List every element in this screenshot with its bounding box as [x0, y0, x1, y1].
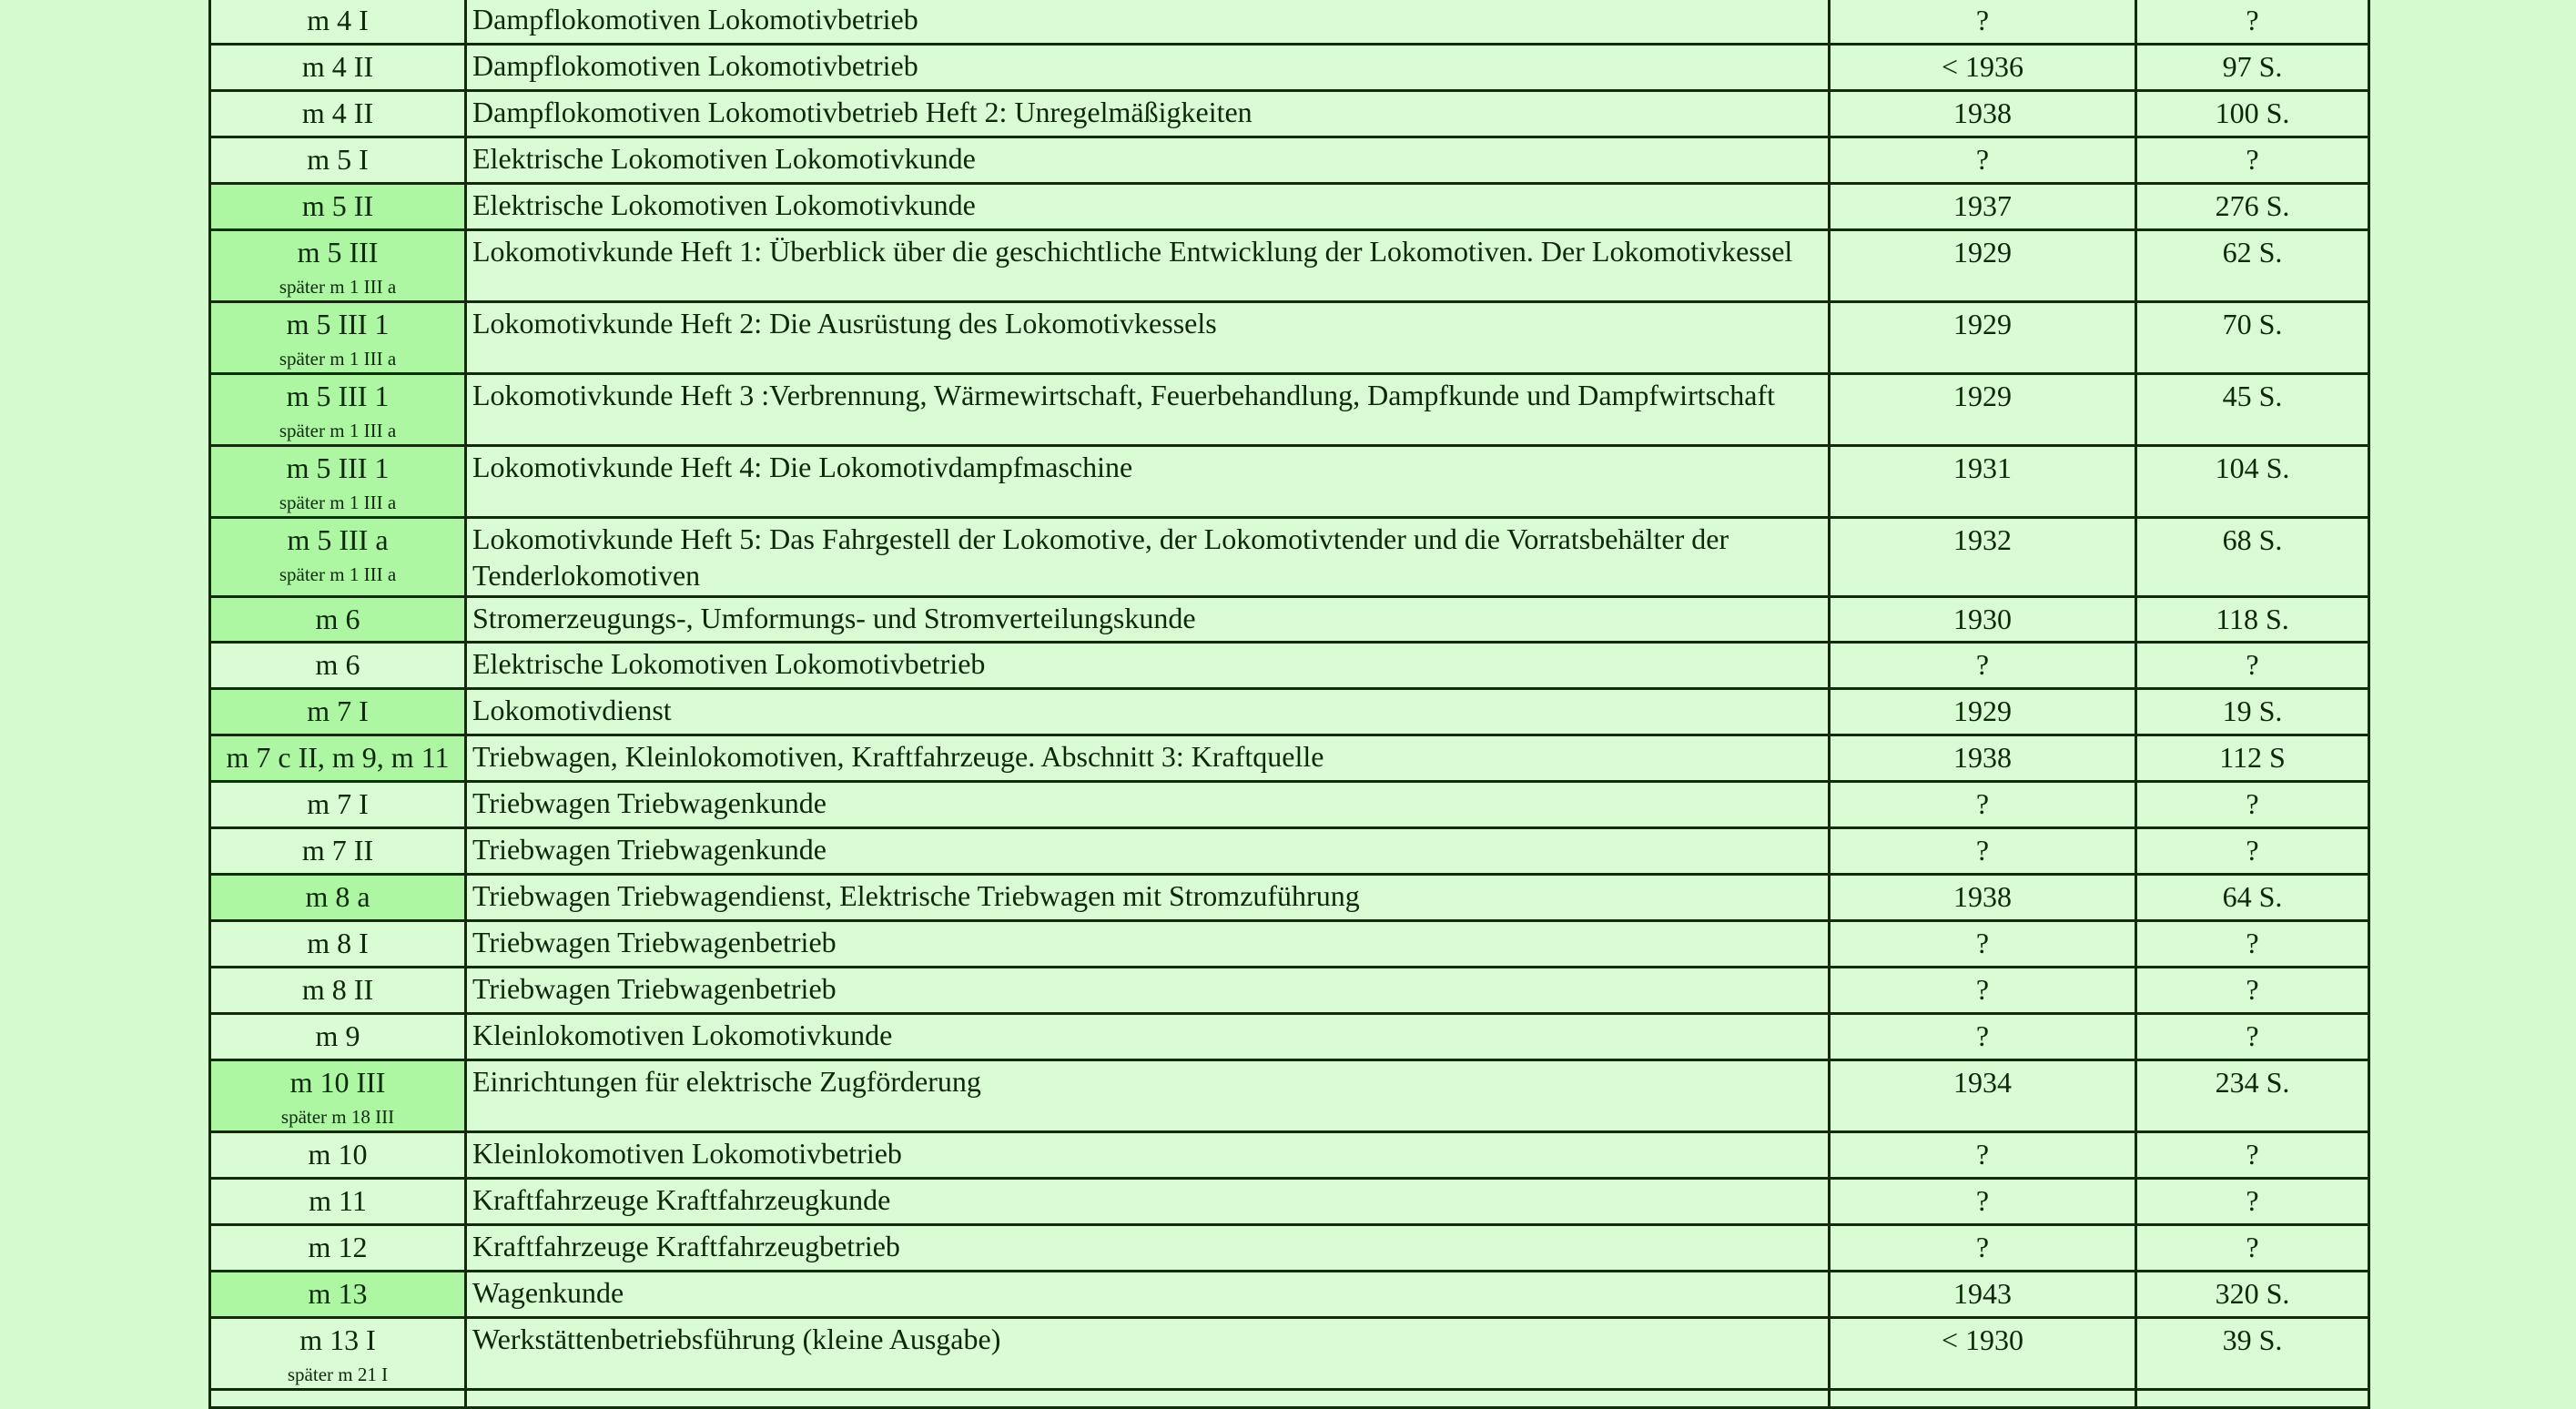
code-cell — [210, 597, 466, 643]
title-text: Kleinlokomotiven Lokomotivkunde — [472, 1019, 893, 1051]
title-text: Lokomotivkunde Heft 5: Das Fahrgestell der Lokomotive, der Lokomotivtender und die Vorratsbehälter der — [472, 522, 1729, 555]
title-cell — [466, 735, 1830, 782]
title-text: Lokomotivdienst — [472, 694, 672, 726]
table-row — [210, 1318, 2369, 1390]
title-cell — [466, 597, 1830, 643]
title-text: Lokomotivkunde Heft 3 :Verbrennung, Wärmewirtschaft, Feuerbehandlung, Dampfkunde und Dampfwirtschaft — [472, 379, 1776, 411]
code-label: m 12 — [308, 1231, 368, 1263]
year-cell — [1830, 1390, 2136, 1408]
year-cell: ? — [1830, 1132, 2136, 1179]
pages-cell: 39 S. — [2136, 1318, 2369, 1390]
table-row — [210, 597, 2369, 643]
title-text: Einrichtungen für elektrische Zugförderung — [472, 1065, 981, 1098]
table-row — [210, 446, 2369, 518]
title-cell — [466, 91, 1830, 137]
code-cell — [210, 446, 466, 518]
table-row — [210, 374, 2369, 446]
year-cell: < 1936 — [1830, 45, 2136, 91]
code-cell — [210, 1272, 466, 1318]
table-row — [210, 1179, 2369, 1225]
pages-cell: ? — [2136, 1014, 2369, 1060]
year-cell: ? — [1830, 137, 2136, 184]
code-cell — [210, 689, 466, 735]
code-label: m 5 III 1 — [286, 308, 390, 340]
title-text: Kleinlokomotiven Lokomotivbetrieb — [472, 1137, 902, 1170]
code-cell — [210, 828, 466, 875]
year-cell: 1929 — [1830, 302, 2136, 374]
title-cell — [466, 302, 1830, 374]
code-label: m 8 II — [301, 973, 374, 1006]
code-cell — [210, 1014, 466, 1060]
year-cell: 1943 — [1830, 1272, 2136, 1318]
code-label: m 8 a — [305, 880, 370, 913]
code-cell — [210, 1225, 466, 1272]
pages-cell: 68 S. — [2136, 518, 2369, 597]
title-text: Dampflokomotiven Lokomotivbetrieb — [472, 49, 918, 82]
title-cell — [466, 1272, 1830, 1318]
code-cell — [210, 518, 466, 597]
code-sub-label: später m 1 III a — [279, 492, 397, 513]
table-row — [210, 643, 2369, 689]
year-cell: ? — [1830, 782, 2136, 828]
title-text: Lokomotivkunde Heft 2: Die Ausrüstung des Lokomotivkessels — [472, 307, 1217, 340]
pages-cell: 234 S. — [2136, 1060, 2369, 1132]
title-text: Triebwagen Triebwagenkunde — [472, 786, 827, 819]
title-text-line2: Tenderlokomotiven — [472, 559, 701, 592]
year-cell: 1934 — [1830, 1060, 2136, 1132]
booklet-catalog-table — [208, 0, 2370, 1409]
pages-cell: 118 S. — [2136, 597, 2369, 643]
table-row — [210, 921, 2369, 968]
pages-cell: ? — [2136, 1179, 2369, 1225]
title-text: Wagenkunde — [472, 1276, 624, 1309]
code-label: m 5 III 1 — [286, 380, 390, 412]
code-label: m 9 — [315, 1019, 360, 1052]
title-cell — [466, 875, 1830, 921]
year-cell: ? — [1830, 0, 2136, 45]
code-label: m 7 I — [307, 694, 369, 727]
title-cell — [466, 643, 1830, 689]
code-sub-label: später m 18 III — [280, 1106, 395, 1128]
year-cell: 1929 — [1830, 689, 2136, 735]
code-label: m 5 III a — [287, 523, 389, 556]
pages-cell: 104 S. — [2136, 446, 2369, 518]
title-cell — [466, 782, 1830, 828]
pages-cell: ? — [2136, 968, 2369, 1014]
title-text: Triebwagen Triebwagenbetrieb — [472, 972, 837, 1005]
code-label: m 6 — [315, 603, 360, 635]
code-label: m 5 III 1 — [286, 451, 390, 484]
year-cell: 1932 — [1830, 518, 2136, 597]
code-label: m 4 II — [301, 50, 374, 83]
pages-cell: 62 S. — [2136, 230, 2369, 302]
year-cell: ? — [1830, 828, 2136, 875]
table-row — [210, 689, 2369, 735]
code-cell — [210, 1060, 466, 1132]
code-cell — [210, 45, 466, 91]
code-cell — [210, 643, 466, 689]
code-cell — [210, 230, 466, 302]
table-row — [210, 518, 2369, 597]
code-label: m 7 II — [301, 834, 374, 867]
table-row — [210, 302, 2369, 374]
table-row — [210, 1014, 2369, 1060]
pages-cell: ? — [2136, 782, 2369, 828]
pages-cell — [2136, 1390, 2369, 1408]
code-sub-label: später m 1 III a — [279, 348, 397, 370]
table-row — [210, 91, 2369, 137]
table-row — [210, 1225, 2369, 1272]
title-cell — [466, 921, 1830, 968]
table-row — [210, 137, 2369, 184]
title-text: Dampflokomotiven Lokomotivbetrieb Heft 2: Unregelmäßigkeiten — [472, 96, 1253, 128]
pages-cell: ? — [2136, 1132, 2369, 1179]
code-sub-label: später m 1 III a — [279, 563, 397, 585]
pages-cell: 64 S. — [2136, 875, 2369, 921]
title-cell — [466, 1060, 1830, 1132]
pages-cell: ? — [2136, 921, 2369, 968]
year-cell: 1938 — [1830, 735, 2136, 782]
code-sub-label: später m 1 III a — [279, 420, 397, 441]
title-cell — [466, 137, 1830, 184]
year-cell: < 1930 — [1830, 1318, 2136, 1390]
table-row — [210, 0, 2369, 45]
title-cell — [466, 968, 1830, 1014]
code-label: m 7 I — [307, 787, 369, 820]
year-cell: 1930 — [1830, 597, 2136, 643]
title-text: Elektrische Lokomotiven Lokomotivkunde — [472, 142, 976, 175]
code-sub-label: später m 21 I — [287, 1363, 389, 1385]
title-text: Kraftfahrzeuge Kraftfahrzeugbetrieb — [472, 1230, 900, 1262]
table-row — [210, 1060, 2369, 1132]
code-label: m 4 I — [307, 4, 369, 36]
title-cell — [466, 1318, 1830, 1390]
title-text: Triebwagen, Kleinlokomotiven, Kraftfahrzeuge. Abschnitt 3: Kraftquelle — [472, 740, 1324, 773]
pages-cell: ? — [2136, 0, 2369, 45]
code-label: m 4 II — [301, 96, 374, 129]
title-text: Triebwagen Triebwagenkunde — [472, 833, 827, 866]
code-label: m 5 I — [307, 143, 369, 176]
code-cell — [210, 0, 466, 45]
title-cell — [466, 1179, 1830, 1225]
pages-cell: 19 S. — [2136, 689, 2369, 735]
code-label: m 11 — [309, 1184, 367, 1217]
title-cell — [466, 1132, 1830, 1179]
code-label: m 6 — [315, 648, 360, 681]
table-row — [210, 1272, 2369, 1318]
title-text: Lokomotivkunde Heft 4: Die Lokomotivdampfmaschine — [472, 451, 1133, 483]
code-label: m 8 I — [307, 927, 369, 959]
pages-cell: 97 S. — [2136, 45, 2369, 91]
code-cell — [210, 91, 466, 137]
title-cell — [466, 1225, 1830, 1272]
title-text: Werkstättenbetriebsführung (kleine Ausgabe) — [472, 1323, 1001, 1355]
title-text: Dampflokomotiven Lokomotivbetrieb — [472, 3, 918, 35]
pages-cell: 276 S. — [2136, 184, 2369, 230]
code-cell — [210, 184, 466, 230]
code-cell — [210, 374, 466, 446]
title-cell — [466, 45, 1830, 91]
title-text: Stromerzeugungs-, Umformungs- und Stromverteilungskunde — [472, 602, 1196, 634]
title-cell — [466, 1390, 1830, 1408]
title-cell — [466, 689, 1830, 735]
title-cell — [466, 518, 1830, 597]
code-cell — [210, 875, 466, 921]
title-cell — [466, 230, 1830, 302]
title-cell — [466, 184, 1830, 230]
year-cell: ? — [1830, 1179, 2136, 1225]
title-text: Kraftfahrzeuge Kraftfahrzeugkunde — [472, 1183, 891, 1216]
title-text: Elektrische Lokomotiven Lokomotivkunde — [472, 188, 976, 221]
year-cell: 1931 — [1830, 446, 2136, 518]
year-cell: ? — [1830, 921, 2136, 968]
pages-cell: ? — [2136, 137, 2369, 184]
code-cell — [210, 1390, 466, 1408]
year-cell: ? — [1830, 968, 2136, 1014]
code-label: m 13 I — [299, 1323, 376, 1356]
table-row — [210, 875, 2369, 921]
partial-row — [210, 1390, 2369, 1408]
table-row — [210, 828, 2369, 875]
code-label: m 10 — [308, 1138, 368, 1171]
title-text: Elektrische Lokomotiven Lokomotivbetrieb — [472, 647, 986, 680]
code-cell — [210, 1318, 466, 1390]
pages-cell: 112 S — [2136, 735, 2369, 782]
code-cell — [210, 968, 466, 1014]
pages-cell: 100 S. — [2136, 91, 2369, 137]
code-cell — [210, 921, 466, 968]
year-cell: 1938 — [1830, 91, 2136, 137]
title-text: Triebwagen Triebwagenbetrieb — [472, 926, 837, 958]
title-cell — [466, 446, 1830, 518]
title-cell — [466, 1014, 1830, 1060]
table-row — [210, 230, 2369, 302]
code-cell — [210, 302, 466, 374]
table-row — [210, 735, 2369, 782]
code-label: m 5 III — [297, 236, 379, 269]
code-cell — [210, 137, 466, 184]
code-cell — [210, 1132, 466, 1179]
year-cell: 1929 — [1830, 374, 2136, 446]
year-cell: ? — [1830, 1014, 2136, 1060]
pages-cell: 45 S. — [2136, 374, 2369, 446]
title-cell — [466, 374, 1830, 446]
pages-cell: ? — [2136, 1225, 2369, 1272]
table-row — [210, 1132, 2369, 1179]
code-cell — [210, 735, 466, 782]
code-label: m 13 — [308, 1277, 368, 1310]
title-text: Lokomotivkunde Heft 1: Überblick über die geschichtliche Entwicklung der Lokomotiven. Der Lokomotivkessel — [472, 235, 1793, 268]
code-cell — [210, 1179, 466, 1225]
pages-cell: ? — [2136, 828, 2369, 875]
title-text: Triebwagen Triebwagendienst, Elektrische Triebwagen mit Stromzuführung — [472, 879, 1360, 912]
code-label: m 7 c II, m 9, m 11 — [226, 741, 450, 774]
table-row — [210, 782, 2369, 828]
year-cell: 1929 — [1830, 230, 2136, 302]
table-row — [210, 184, 2369, 230]
year-cell: 1937 — [1830, 184, 2136, 230]
code-cell — [210, 782, 466, 828]
title-cell — [466, 0, 1830, 45]
table-row — [210, 45, 2369, 91]
table-row — [210, 968, 2369, 1014]
pages-cell: ? — [2136, 643, 2369, 689]
table-body — [210, 0, 2369, 1408]
year-cell: 1938 — [1830, 875, 2136, 921]
code-label: m 10 III — [289, 1066, 386, 1099]
pages-cell: 320 S. — [2136, 1272, 2369, 1318]
year-cell: ? — [1830, 1225, 2136, 1272]
code-label: m 5 II — [301, 189, 374, 222]
code-sub-label: später m 1 III a — [279, 276, 397, 298]
pages-cell: 70 S. — [2136, 302, 2369, 374]
title-cell — [466, 828, 1830, 875]
year-cell: ? — [1830, 643, 2136, 689]
